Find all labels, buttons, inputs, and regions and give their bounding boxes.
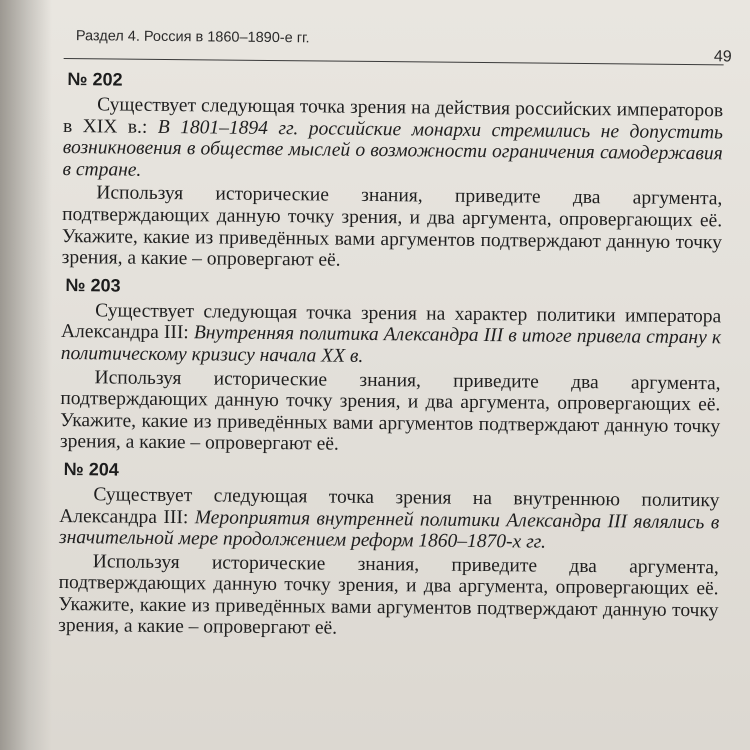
statement-intro: Существует следующая точка зрения на действия российских императоров в XIX в.: <box>62 94 724 138</box>
task-number: № 202 <box>67 69 123 90</box>
page-content <box>58 22 732 645</box>
task-statement <box>61 300 722 371</box>
task-statement <box>59 484 720 555</box>
task-203 <box>60 275 722 459</box>
running-header <box>64 22 732 66</box>
task-number: № 203 <box>65 274 121 296</box>
task-instruction: Используя исторические знания, приведите два аргумента, подтверждающих данную точку зрения, и два аргумента, опровергающих её. Укажите, какие из приведённых вами аргументов подтверждают данную точку зрения, а какие – опровергают её. <box>61 182 723 271</box>
task-202 <box>62 69 724 275</box>
task-number: № 204 <box>63 458 119 480</box>
page-number: 49 <box>713 48 732 66</box>
section-title: Раздел 4. Россия в 1860–1890-е гг. <box>75 28 310 47</box>
task-instruction: Используя исторические знания, приведите два аргумента, подтверждающих данную точку зрения, и два аргумента, опровергающих её. Укажите, какие из приведённых вами аргументов подтверждают данную точку зрения, а какие – опровергают её. <box>58 550 719 640</box>
viewpoint-text: В 1801–1894 гг. российские монархи стремились не допустить возникновения в обществе мыслей о возможности ограничения самодержавия в стране. <box>62 116 724 181</box>
task-instruction: Используя исторические знания, приведите два аргумента, подтверждающих данную точку зрения, и два аргумента, опровергающих её. Укажите, какие из приведённых вами аргументов подтверждают данную точку зрения, а какие – опровергают её. <box>59 366 721 455</box>
viewpoint-text: Внутренняя политика Александра III в итоге привела страну к политическому кризису начала XX в. <box>60 322 722 367</box>
task-204 <box>58 459 720 643</box>
viewpoint-text: Мероприятия внутренней политики Александра III являлись в значительной мере продолжением реформ 1860–1870-х гг. <box>58 506 720 553</box>
task-statement <box>62 94 723 187</box>
statement-intro: Существует следующая точка зрения на внутреннюю политику Александра III: <box>59 484 720 528</box>
statement-intro: Существует следующая точка зрения на характер политики императора Александра III: <box>60 300 722 344</box>
book-spine-shadow <box>0 0 52 750</box>
